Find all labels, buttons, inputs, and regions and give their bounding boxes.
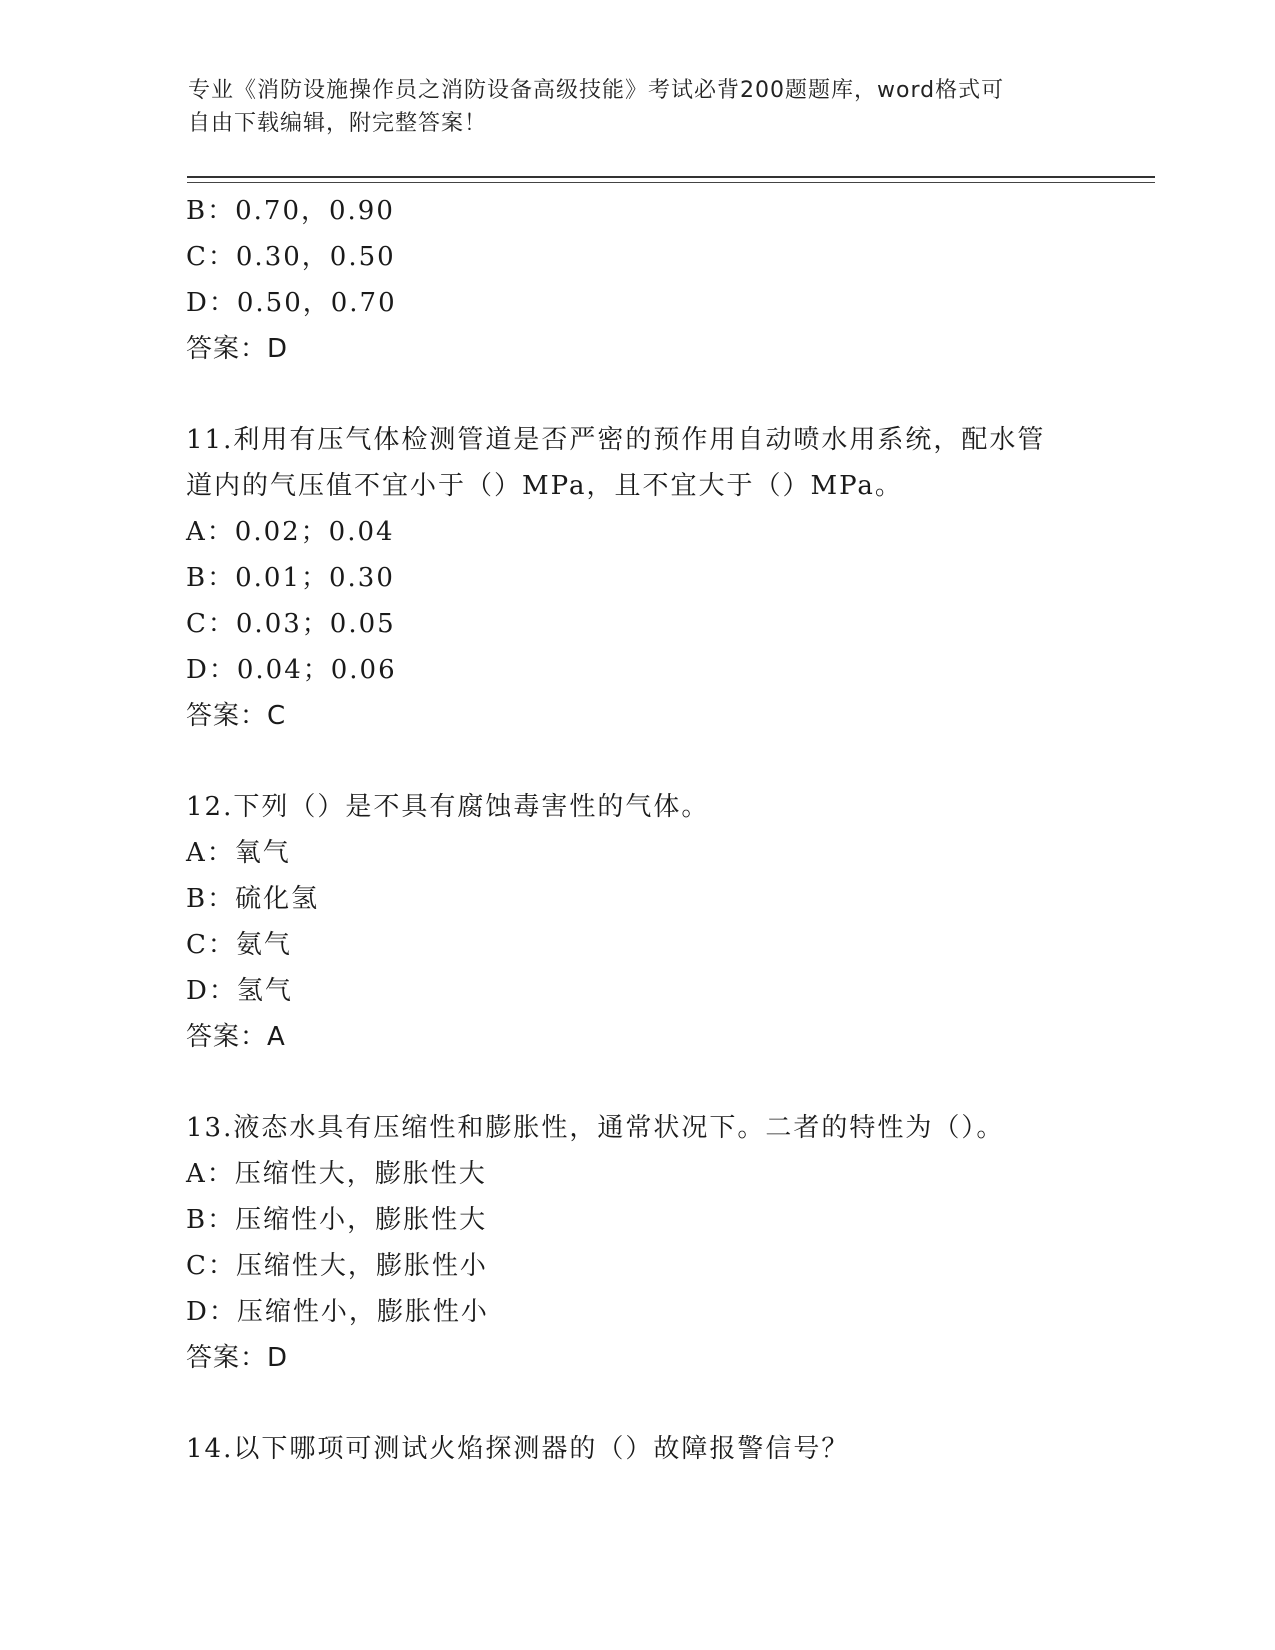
question-stem-line-2: 道内的气压值不宜小于（）MPa，且不宜大于（）MPa。 [186, 471, 903, 501]
option-c: C：氨气 [186, 930, 292, 960]
option-d: D：0.04；0.06 [186, 655, 397, 685]
question-list [186, 188, 1106, 1472]
question-11 [186, 417, 1106, 739]
spacer [186, 739, 1106, 784]
question-13 [186, 1105, 1106, 1381]
spacer [186, 1060, 1106, 1105]
document-header [188, 74, 1068, 140]
header-divider-thin [187, 182, 1155, 183]
question-10-continued [186, 188, 1106, 372]
question-stem: 12.下列（）是不具有腐蚀毒害性的气体。 [186, 792, 710, 822]
option-a: A：氧气 [186, 838, 291, 868]
spacer [186, 1381, 1106, 1426]
option-a: A：压缩性大，膨胀性大 [186, 1159, 487, 1189]
question-12 [186, 784, 1106, 1060]
question-14 [186, 1426, 1106, 1472]
option-c: C：0.03；0.05 [186, 609, 396, 639]
question-stem-line-1: 11.利用有压气体检测管道是否严密的预作用自动喷水用系统，配水管 [186, 425, 1046, 455]
option-c: C：0.30，0.50 [186, 242, 396, 272]
question-stem: 14.以下哪项可测试火焰探测器的（）故障报警信号？ [186, 1434, 850, 1464]
option-a: A：0.02；0.04 [186, 517, 395, 547]
option-b: B：0.70，0.90 [186, 196, 395, 226]
option-b: B：压缩性小，膨胀性大 [186, 1205, 488, 1235]
option-c: C：压缩性大，膨胀性小 [186, 1251, 488, 1281]
option-d: D：氢气 [186, 976, 293, 1006]
answer-label: 答案：D [186, 1343, 289, 1373]
header-divider-thick [187, 176, 1155, 178]
answer-label: 答案：D [186, 334, 289, 364]
option-b: B：硫化氢 [186, 884, 320, 914]
answer-label: 答案：A [186, 1022, 286, 1052]
option-b: B：0.01；0.30 [186, 563, 395, 593]
answer-label: 答案：C [186, 701, 287, 731]
option-d: D：0.50，0.70 [186, 288, 397, 318]
header-title-line-2: 自由下载编辑，附完整答案！ [188, 111, 488, 136]
spacer [186, 372, 1106, 417]
header-title-line-1: 专业《消防设施操作员之消防设备高级技能》考试必背200题题库，word格式可 [188, 78, 1005, 103]
question-stem: 13.液态水具有压缩性和膨胀性，通常状况下。二者的特性为（）。 [186, 1113, 1005, 1143]
option-d: D：压缩性小，膨胀性小 [186, 1297, 489, 1327]
